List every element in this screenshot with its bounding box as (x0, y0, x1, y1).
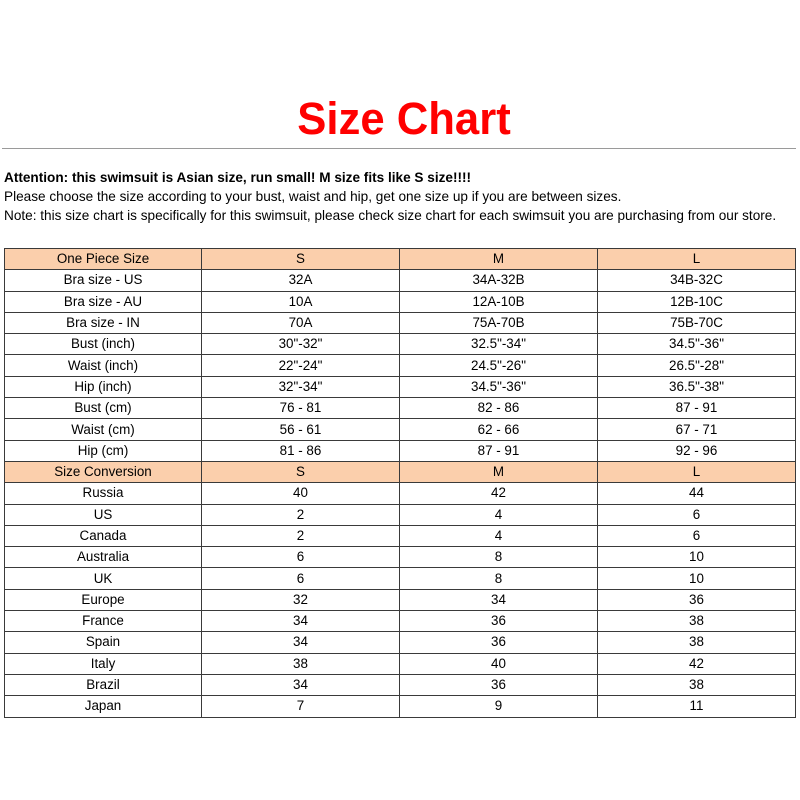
cell-s: 6 (202, 568, 400, 589)
cell-s: 38 (202, 653, 400, 674)
cell-s: 34 (202, 632, 400, 653)
table-row (5, 419, 796, 440)
cell-s: 32"-34" (202, 376, 400, 397)
cell-s: 70A (202, 312, 400, 333)
cell-l: 34B-32C (598, 270, 796, 291)
cell-label: Hip (inch) (5, 376, 202, 397)
cell-s: 34 (202, 611, 400, 632)
cell-s: 32 (202, 589, 400, 610)
cell-l: 6 (598, 504, 796, 525)
table-row (5, 674, 796, 695)
table-row (5, 589, 796, 610)
cell-l: 38 (598, 674, 796, 695)
cell-s: 2 (202, 525, 400, 546)
cell-label: Hip (cm) (5, 440, 202, 461)
cell-m: 36 (400, 632, 598, 653)
cell-l: 36.5"-38" (598, 376, 796, 397)
cell-m: 4 (400, 504, 598, 525)
cell-l: 75B-70C (598, 312, 796, 333)
cell-label: Bra size - AU (5, 291, 202, 312)
cell-label: France (5, 611, 202, 632)
cell-label: UK (5, 568, 202, 589)
cell-m: 9 (400, 696, 598, 717)
cell-label: Canada (5, 525, 202, 546)
sizing-advice-note: Please choose the size according to your bust, waist and hip, get one size up if you are between sizes. (4, 189, 622, 204)
header-cell-l: L (598, 249, 796, 270)
cell-l: 87 - 91 (598, 398, 796, 419)
cell-m: 82 - 86 (400, 398, 598, 419)
cell-label: Waist (cm) (5, 419, 202, 440)
table-header-row (5, 461, 796, 482)
cell-s: 32A (202, 270, 400, 291)
cell-s: 6 (202, 547, 400, 568)
cell-s: 2 (202, 504, 400, 525)
cell-m: 34 (400, 589, 598, 610)
header-cell-label: One Piece Size (5, 249, 202, 270)
cell-s: 34 (202, 674, 400, 695)
table-row (5, 312, 796, 333)
cell-label: Bust (inch) (5, 334, 202, 355)
cell-label: Bra size - IN (5, 312, 202, 333)
cell-label: Spain (5, 632, 202, 653)
attention-note: Attention: this swimsuit is Asian size, run small! M size fits like S size!!!! (4, 170, 472, 185)
cell-label: Bra size - US (5, 270, 202, 291)
cell-l: 12B-10C (598, 291, 796, 312)
cell-s: 10A (202, 291, 400, 312)
cell-l: 10 (598, 568, 796, 589)
cell-l: 10 (598, 547, 796, 568)
cell-m: 8 (400, 547, 598, 568)
cell-s: 7 (202, 696, 400, 717)
cell-s: 76 - 81 (202, 398, 400, 419)
cell-l: 42 (598, 653, 796, 674)
cell-s: 56 - 61 (202, 419, 400, 440)
cell-m: 62 - 66 (400, 419, 598, 440)
cell-m: 36 (400, 611, 598, 632)
cell-m: 75A-70B (400, 312, 598, 333)
cell-l: 34.5"-36" (598, 334, 796, 355)
header-cell-m: M (400, 461, 598, 482)
header-cell-l: L (598, 461, 796, 482)
table-row (5, 611, 796, 632)
size-chart-table (4, 248, 796, 718)
cell-l: 36 (598, 589, 796, 610)
cell-l: 26.5"-28" (598, 355, 796, 376)
table-row (5, 376, 796, 397)
cell-m: 36 (400, 674, 598, 695)
page-title: Size Chart (297, 93, 511, 144)
cell-l: 38 (598, 632, 796, 653)
cell-label: Waist (inch) (5, 355, 202, 376)
table-row (5, 568, 796, 589)
table-row (5, 632, 796, 653)
cell-l: 38 (598, 611, 796, 632)
cell-label: Bust (cm) (5, 398, 202, 419)
table-row (5, 504, 796, 525)
table-row (5, 440, 796, 461)
cell-l: 92 - 96 (598, 440, 796, 461)
cell-label: Australia (5, 547, 202, 568)
header-cell-label: Size Conversion (5, 461, 202, 482)
cell-s: 40 (202, 483, 400, 504)
cell-m: 40 (400, 653, 598, 674)
cell-s: 81 - 86 (202, 440, 400, 461)
notes-block (4, 168, 800, 225)
table-row (5, 483, 796, 504)
table-row (5, 398, 796, 419)
cell-m: 34.5"-36" (400, 376, 598, 397)
table-row (5, 547, 796, 568)
title-divider (2, 148, 796, 149)
chart-scope-note: Note: this size chart is specifically for this swimsuit, please check size chart for each swimsuit you are purchasing from our store. (4, 208, 777, 223)
cell-label: Brazil (5, 674, 202, 695)
cell-label: Russia (5, 483, 202, 504)
table-row (5, 355, 796, 376)
cell-label: Japan (5, 696, 202, 717)
cell-m: 8 (400, 568, 598, 589)
header-cell-m: M (400, 249, 598, 270)
cell-label: Italy (5, 653, 202, 674)
table-row (5, 525, 796, 546)
cell-m: 12A-10B (400, 291, 598, 312)
table-header-row (5, 249, 796, 270)
cell-l: 11 (598, 696, 796, 717)
cell-m: 24.5"-26" (400, 355, 598, 376)
cell-label: US (5, 504, 202, 525)
cell-s: 22"-24" (202, 355, 400, 376)
table-row (5, 334, 796, 355)
cell-m: 4 (400, 525, 598, 546)
cell-l: 6 (598, 525, 796, 546)
table-row (5, 270, 796, 291)
cell-m: 42 (400, 483, 598, 504)
table-row (5, 291, 796, 312)
cell-m: 34A-32B (400, 270, 598, 291)
cell-l: 44 (598, 483, 796, 504)
table-row (5, 696, 796, 717)
cell-m: 32.5"-34" (400, 334, 598, 355)
table-row (5, 653, 796, 674)
cell-l: 67 - 71 (598, 419, 796, 440)
cell-s: 30"-32" (202, 334, 400, 355)
cell-m: 87 - 91 (400, 440, 598, 461)
header-cell-s: S (202, 461, 400, 482)
header-cell-s: S (202, 249, 400, 270)
cell-label: Europe (5, 589, 202, 610)
